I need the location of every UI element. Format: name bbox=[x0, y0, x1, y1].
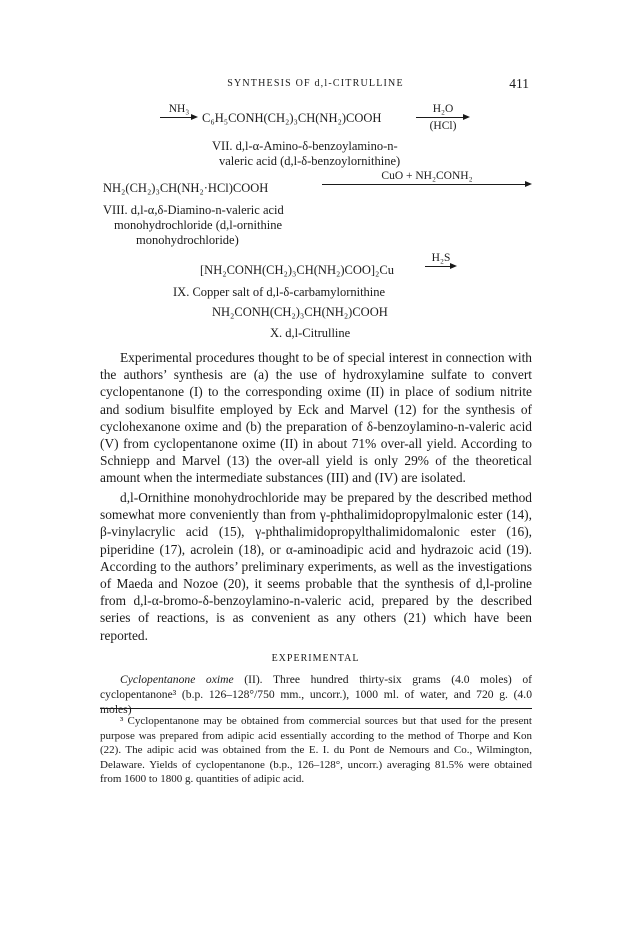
formula-benzoylornithine: C₆H₅CONH(CH₂)₃CH(NH₂)COOH bbox=[202, 111, 382, 125]
body-paragraph-1: Experimental procedures thought to be of special interest in connection with the authors’ synthesis are (a) the use of hydroxylamine sulfate to convert cyclopentanone (I) to the corresponding oxime (II) in place of sodium nitrite and sodium bisulfite employed by Eck and Marvel (12) for the synthesis of cyclohexanone oxime and (b) the preparation of δ-benzoylamino-n-valeric acid (V) from cyclopentanone oxime (II) in about 71% over-all yield. According to Schniepp and Marvel (13) the over-all yield is only 29% of the theoretical amount when the intermediate substances (III) and (IV) are isolated. bbox=[100, 350, 532, 486]
running-header bbox=[0, 76, 631, 96]
arrow-shaft bbox=[160, 117, 192, 118]
compound-label-viii-cont2: monohydrochloride) bbox=[136, 233, 239, 247]
compound-label-x: X. d,l-Citrulline bbox=[270, 326, 351, 340]
page-number: 411 bbox=[509, 76, 529, 91]
arrow-reagent-label: H₂S bbox=[431, 252, 451, 264]
reaction-arrow-h2s bbox=[425, 252, 457, 280]
arrow-head bbox=[525, 181, 532, 187]
compound-label-vii: VII. d,l-α-Amino-δ-benzoylamino-n- bbox=[212, 139, 398, 153]
arrow-shaft bbox=[416, 117, 464, 118]
arrow-catalyst-label: (HCl) bbox=[429, 120, 457, 132]
arrow-reagent-label: NH₃ bbox=[168, 103, 190, 115]
arrow-head bbox=[191, 114, 198, 120]
footnote: ³ Cyclopentanone may be obtained from commercial sources but that used for the present purpose was prepared from adipic acid essentially according to the method of Thorpe and Kon (22). The adipic acid was obtained from the E. I. du Pont de Nemours and Co., Wilmington, Delaware. Yields of cyclopentanone (b.p., 126–128°, uncorr.) averaging 81.5% were obtained from 1600 to 1800 g. quantities of adipic acid. bbox=[100, 715, 532, 786]
compound-label-viii: VIII. d,l-α,δ-Diamino-n-valeric acid bbox=[103, 203, 284, 217]
formula-copper-salt: [NH₂CONH(CH₂)₃CH(NH₂)COO]₂Cu bbox=[200, 263, 395, 277]
running-title: SYNTHESIS OF d,l-CITRULLINE bbox=[227, 78, 404, 89]
run-in-title: Cyclopentanone oxime bbox=[120, 673, 234, 686]
arrow-reagent-label: CuO + NH₂CONH₂ bbox=[381, 170, 473, 182]
arrow-head bbox=[450, 263, 457, 269]
experimental-paragraph bbox=[100, 672, 532, 718]
compound-label-ix: IX. Copper salt of d,l-δ-carbamylornithine bbox=[173, 285, 386, 299]
formula-ornithine-hcl: NH₂(CH₂)₃CH(NH₂·HCl)COOH bbox=[103, 181, 269, 195]
reaction-arrow-hydrolysis bbox=[416, 103, 470, 131]
footnote-rule bbox=[100, 708, 532, 709]
compound-label-vii-cont: valeric acid (d,l-δ-benzoylornithine) bbox=[219, 154, 401, 168]
arrow-shaft bbox=[425, 266, 451, 267]
compound-label-viii-cont: monohydrochloride (d,l-ornithine bbox=[114, 218, 283, 232]
arrow-shaft bbox=[322, 184, 526, 185]
reaction-arrow-nh3 bbox=[160, 103, 198, 131]
reaction-arrow-cuo bbox=[322, 170, 532, 198]
experimental-text: (II). Three hundred thirty-six grams (4.0 moles) of cyclopentanone³ (b.p. 126–128°/750 mm., uncorr.), 1000 ml. of water, and 720 g. (4.0 moles) bbox=[100, 673, 532, 717]
section-heading-experimental: EXPERIMENTAL bbox=[271, 653, 360, 664]
formula-citrulline: NH₂CONH(CH₂)₃CH(NH₂)COOH bbox=[212, 305, 388, 319]
body-paragraph-2: d,l-Ornithine monohydrochloride may be prepared by the described method somewhat more conveniently than from γ-phthalimidopropylmalonic ester (14), β-vinylacrylic acid (15), γ-phthalimidopropylthalimidomalonic ester (16), piperidine (17), acrolein (18), or α-aminoadipic acid and hydrazoic acid (19). According to the authors’ preliminary experiments, as well as the investigations of Maeda and Nozoe (20), it seems probable that the synthesis of d,l-proline from d,l-α-bromo-δ-benzoylamino-n-valeric acid, prepared by the described series of reactions, is as convenient as any others (21) which have been reported. bbox=[100, 490, 532, 643]
arrow-reagent-label: H₂O bbox=[432, 103, 454, 115]
